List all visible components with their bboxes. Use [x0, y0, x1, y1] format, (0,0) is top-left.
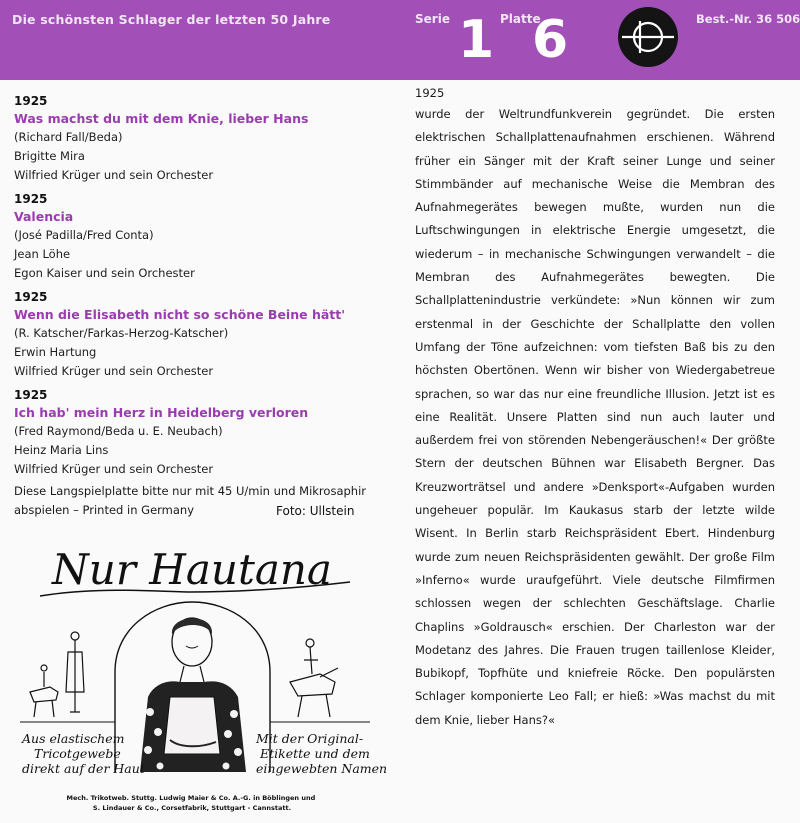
track-title: Wenn die Elisabeth nicht so schöne Beine hätt' [14, 307, 346, 322]
ad-footer-2: S. Lindauer & Co., Corsetfabrik, Stuttgart - Cannstatt. [92, 804, 292, 812]
track-composers: (R. Katscher/Farkas-Herzog-Katscher) [14, 326, 229, 340]
svg-text:Mit der Original- Etiket [255, 731, 387, 776]
ad-right-text-3: eingewebten Namen [256, 761, 388, 776]
track-composers: (José Padilla/Fred Conta) [14, 228, 154, 242]
track-item [14, 190, 394, 283]
track-year: 1925 [14, 290, 48, 304]
track-singer: Jean Löhe [14, 247, 71, 261]
track-singer: Erwin Hartung [14, 345, 97, 359]
track-composers: (Richard Fall/Beda) [14, 130, 123, 144]
ad-right-text-1: Mit der Original- [256, 731, 364, 746]
track-composers: (Fred Raymond/Beda u. E. Neubach) [14, 424, 223, 438]
ad-left-text-3: direkt auf der Haut [22, 761, 145, 776]
track-orchestra: Wilfried Krüger und sein Orchester [14, 462, 214, 476]
serie-label: Serie [415, 12, 450, 26]
order-number: Best.-Nr. 36 506 [696, 12, 800, 26]
platte-label: Platte [500, 12, 541, 26]
liner-notes-article [415, 80, 775, 732]
track-singer: Heinz Maria Lins [14, 443, 109, 457]
track-orchestra: Wilfried Krüger und sein Orchester [14, 364, 214, 378]
serie-number: 1 [458, 10, 495, 70]
track-orchestra: Egon Kaiser und sein Orchester [14, 266, 195, 280]
track-list [14, 92, 394, 520]
track-year: 1925 [14, 94, 48, 108]
track-year: 1925 [14, 388, 48, 402]
article-year: 1925 [415, 86, 445, 100]
ad-left-text-1: Aus elastischem [22, 731, 125, 746]
track-item [14, 288, 394, 381]
ad-footer-1: Mech. Trikotweb. Stuttg. Ludwig Maier & Co. A.-G. in Böblingen und [66, 794, 316, 802]
vintage-advertisement [20, 522, 388, 819]
track-item [14, 92, 394, 185]
track-year: 1925 [14, 192, 48, 206]
track-title: Ich hab' mein Herz in Heidelberg verloren [14, 405, 309, 420]
playback-notice: Diese Langspielplatte bitte nur mit 45 U/min und Mikrosaphir abspielen – Printed in Germany [14, 484, 366, 517]
horse-rider-right-icon [290, 639, 338, 717]
track-singer: Brigitte Mira [14, 149, 85, 163]
woman-illustration-icon [140, 618, 246, 772]
series-title: Die schönsten Schlager der letzten 50 Jahre [12, 12, 331, 27]
track-orchestra: Wilfried Krüger und sein Orchester [14, 168, 214, 182]
ad-left-text-2: Tricotgewebe [34, 746, 121, 761]
track-title: Was machst du mit dem Knie, lieber Hans [14, 111, 309, 126]
track-title: Valencia [14, 209, 74, 224]
svg-text:Mech. Trikotweb. Stuttg. Ludwi [67, 794, 318, 812]
header-band [0, 0, 800, 80]
ad-right-text-2: Etikette und dem [260, 746, 370, 761]
photo-credit: Foto: Ullstein [276, 504, 355, 518]
ad-brand: Nur Hautana [52, 545, 332, 594]
article-body: wurde der Weltrundfunkverein gegründet. Die ersten elektrischen Schallplattenaufnahmen erschienen. Während früher ein Sänger mit der Kraft seiner Lunge und seiner Stimmbänder auf mechanische Weise die Membran des Aufnahmegerätes bewegen mußte, wurden nun die Luftschwingungen in elektrische Energie umgesetzt, die wiederum – in mechanische Schwingungen verwandelt – die Membran des Aufnahmegerätes bewegten. Die Schallplattenindustrie verkündete: »Nun können wir zum erstenmal in der Geschichte der Schallplatte den vollen Umfang der Töne aufzeichnen: vom tiefsten Baß bis zu den höchsten Obertönen. Wenn wir bisher von Wiedergabetreue sprachen, so war das nur eine freundliche Illusion. Jetzt ist es eine Realität. Unsere Platten sind nun auch lauter und außerdem frei von störenden Nebengeräuschen!« Der größte Stern der deutschen Bühnen war Elisabeth Bergner. Das Kreuzworträtsel und andere »Denksport«-Aufgaben wurden ungeheuer populär. Im Kaukasus starb der letzte wilde Wisent. In Berlin starb Reichspräsident Ebert. Hindenburg wurde zum neuen Reichspräsidenten gewählt. Der große Film »Inferno« wurde uraufgeführt. Viele deutsche Filmfirmen schlossen wegen der schlechten Geschäftslage. Charlie Chaplins »Goldrausch« erschien. Der Charleston war der Modetanz des Jahres. Die Frauen trugen taillenlose Kleider, Bubikopf, Topfhüte und kniefreie Röcke. Den populärsten Schlager komponierte Leo Fall; er hieß: »Was machst du mit dem Knie, lieber Hans?« [415, 107, 775, 727]
record-label-logo-icon [618, 7, 678, 67]
platte-number: 6 [532, 10, 569, 70]
advertisement-illustration [20, 522, 388, 819]
track-item [14, 386, 394, 479]
svg-text:Aus elastischem Tricotge [21, 731, 146, 776]
horse-rider-left-icon [30, 632, 84, 717]
